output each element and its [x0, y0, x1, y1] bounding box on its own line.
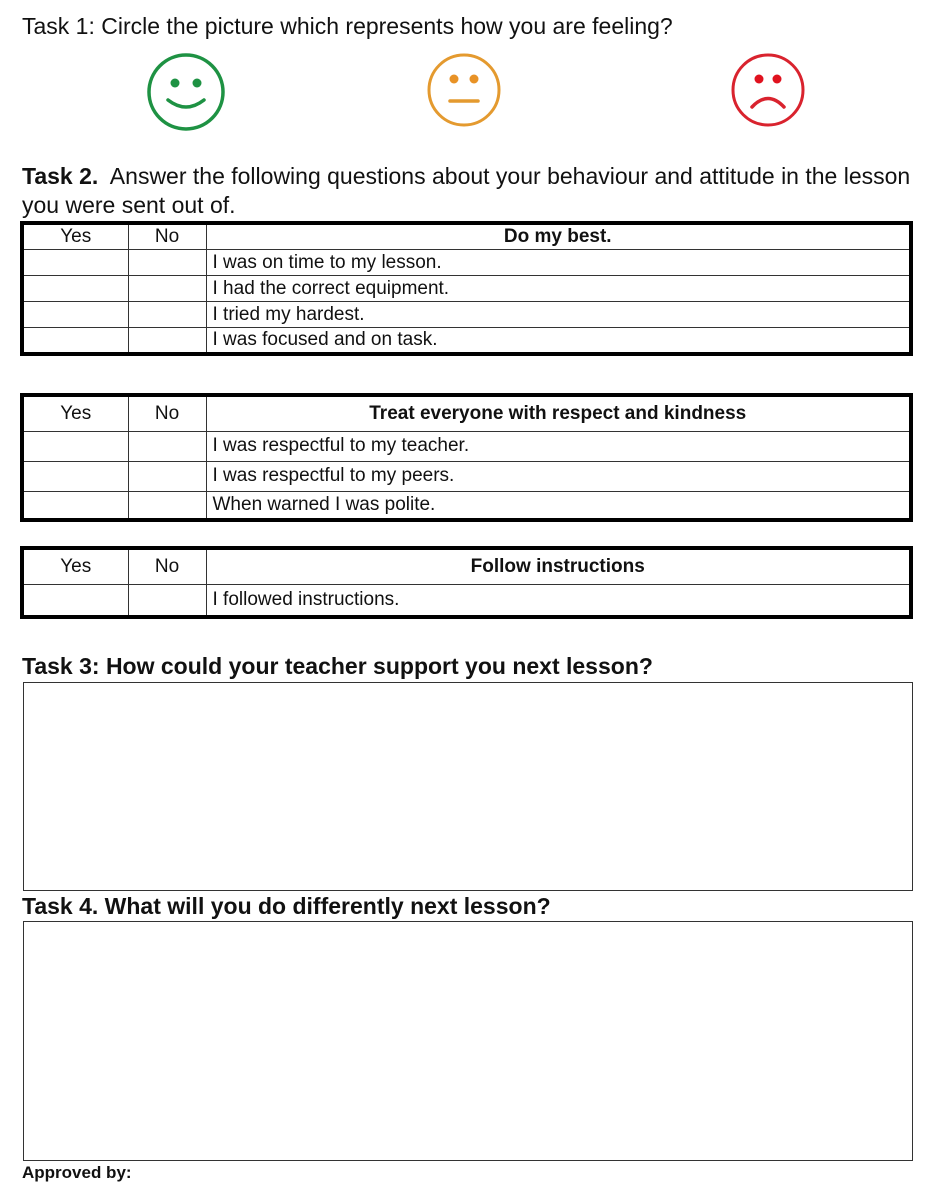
section-heading: Do my best. [206, 223, 911, 250]
no-cell[interactable] [128, 302, 206, 328]
no-cell[interactable] [128, 584, 206, 617]
yes-header: Yes [22, 223, 128, 250]
no-cell[interactable] [128, 328, 206, 355]
no-header: No [128, 223, 206, 250]
task3-title: Task 3: How could your teacher support you next lesson? [22, 653, 653, 679]
no-cell[interactable] [128, 276, 206, 302]
yes-header: Yes [22, 395, 128, 431]
task2-title [22, 162, 922, 220]
statement: When warned I was polite. [206, 491, 911, 520]
section-heading: Follow instructions [206, 548, 911, 584]
yes-cell[interactable] [22, 302, 128, 328]
table-row [22, 328, 911, 355]
table-row [22, 276, 911, 302]
yes-cell[interactable] [22, 491, 128, 520]
neutral-face-icon[interactable] [424, 50, 504, 130]
yes-cell[interactable] [22, 328, 128, 355]
statement: I tried my hardest. [206, 302, 911, 328]
approved-by-label: Approved by: [22, 1163, 132, 1182]
happy-face-icon[interactable] [146, 52, 226, 132]
do-my-best-table [20, 221, 913, 356]
yes-cell[interactable] [22, 461, 128, 491]
task4-title: Task 4. What will you do differently next lesson? [22, 893, 551, 919]
statement: I was on time to my lesson. [206, 250, 911, 276]
no-cell[interactable] [128, 250, 206, 276]
no-cell[interactable] [128, 431, 206, 461]
task2-title-text: Answer the following questions about your behaviour and attitude in the lesson you were sent out of. [22, 163, 917, 218]
yes-cell[interactable] [22, 431, 128, 461]
no-cell[interactable] [128, 461, 206, 491]
statement: I was focused and on task. [206, 328, 911, 355]
yes-cell[interactable] [22, 250, 128, 276]
task4-answer-box[interactable] [23, 921, 913, 1161]
no-cell[interactable] [128, 491, 206, 520]
statement: I was respectful to my peers. [206, 461, 911, 491]
yes-cell[interactable] [22, 584, 128, 617]
table-header-row [22, 395, 911, 431]
statement: I had the correct equipment. [206, 276, 911, 302]
task1-title: Task 1: Circle the picture which represents how you are feeling? [22, 13, 673, 39]
statement: I was respectful to my teacher. [206, 431, 911, 461]
table-row [22, 491, 911, 520]
table-header-row [22, 223, 911, 250]
yes-header: Yes [22, 548, 128, 584]
task2-title-bold: Task 2. [22, 163, 99, 189]
task3-answer-box[interactable] [23, 682, 913, 891]
table-row [22, 584, 911, 617]
section-heading: Treat everyone with respect and kindness [206, 395, 911, 431]
table-row [22, 431, 911, 461]
statement: I followed instructions. [206, 584, 911, 617]
table-row [22, 302, 911, 328]
no-header: No [128, 548, 206, 584]
sad-face-icon[interactable] [728, 50, 808, 130]
table-row [22, 461, 911, 491]
yes-cell[interactable] [22, 276, 128, 302]
no-header: No [128, 395, 206, 431]
table-row [22, 250, 911, 276]
follow-instructions-table [20, 546, 913, 619]
respect-table [20, 393, 913, 522]
table-header-row [22, 548, 911, 584]
